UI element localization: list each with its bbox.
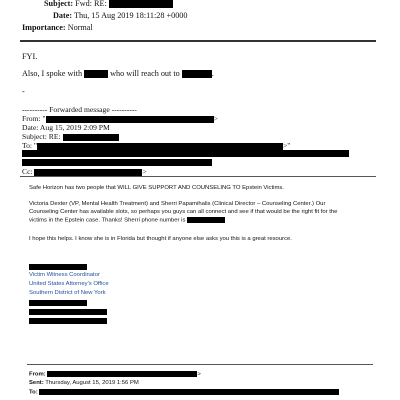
subject-row bbox=[44, 0, 173, 9]
redaction-block bbox=[187, 217, 225, 223]
redaction-block bbox=[29, 264, 87, 270]
date-row bbox=[53, 11, 187, 21]
subject-value: Fwd: RE: bbox=[75, 0, 107, 8]
forwarded-banner: ---------- Forwarded message ---------- bbox=[22, 105, 137, 114]
importance-value: Normal bbox=[67, 23, 93, 32]
message-line-1: FYI. bbox=[22, 52, 38, 61]
subject-label: Subject: bbox=[44, 0, 74, 8]
message-dash: - bbox=[22, 87, 25, 96]
date-value: Thu, 15 Aug 2019 18:11:28 +0000 bbox=[74, 11, 188, 20]
body-paragraph-1: Safe Horizon has two people that WILL GIVE SUPPORT AND COUNSELING TO Epstein Victims. bbox=[29, 185, 284, 191]
forwarded-subject: Subject: RE: bbox=[22, 132, 119, 141]
redaction-block bbox=[22, 159, 212, 166]
message-line-2: Also, I spoke with who will reach out to . bbox=[22, 69, 214, 78]
redaction-block bbox=[39, 389, 339, 395]
quoted-divider bbox=[27, 364, 373, 365]
lower-from-row: From: > bbox=[29, 371, 201, 378]
header-divider bbox=[20, 40, 376, 42]
redaction-block bbox=[29, 300, 87, 306]
forwarded-to: To: " >" bbox=[22, 141, 291, 150]
redaction-block bbox=[47, 371, 197, 377]
signature-title: Victim Witness Coordinator bbox=[29, 272, 100, 278]
forwarded-date: Date: Aug 15, 2019 2:09 PM bbox=[22, 123, 110, 132]
body-paragraph-2-line-3: victims in the Epstein case. Thanks! Sherri phone number is bbox=[29, 217, 225, 225]
lower-sent-row: Sent: Thursday, August 15, 2019 1:56 PM bbox=[29, 380, 139, 386]
body-paragraph-3: I hope this helps. I know she is in Florida but thought if anyone else asks you this is a great resource. bbox=[29, 236, 292, 242]
redaction-block bbox=[37, 143, 283, 150]
redaction-block bbox=[63, 134, 119, 141]
redaction-block bbox=[29, 309, 107, 315]
body-paragraph-2-line-1: Victoria Dexter (VP, Mental Health Treatment) and Sherri Papamihalis (Clinical Director – Counseling Center.) Our bbox=[29, 201, 326, 207]
forwarded-from: From: " > bbox=[22, 114, 218, 123]
redaction-block bbox=[84, 70, 108, 78]
redaction-block bbox=[46, 116, 214, 123]
signature-office: United States Attorney's Office bbox=[29, 281, 109, 287]
body-paragraph-2-line-2: Counseling Center has available slots, so perhaps you guys can all connect and see if that would be the right fit for the bbox=[29, 209, 338, 215]
redaction-block bbox=[182, 70, 212, 78]
forwarded-cc: Cc: > bbox=[22, 167, 147, 176]
forwarded-divider bbox=[20, 176, 376, 177]
redaction-block bbox=[29, 318, 107, 324]
date-label: Date: bbox=[53, 11, 73, 20]
signature-district: Southern District of New York bbox=[29, 290, 106, 296]
lower-to-row: To: bbox=[29, 389, 339, 397]
importance-label: Importance: bbox=[22, 23, 66, 32]
redaction-block bbox=[22, 150, 349, 157]
redaction-block bbox=[34, 169, 142, 176]
importance-row bbox=[22, 23, 93, 33]
redaction-block bbox=[109, 0, 173, 8]
